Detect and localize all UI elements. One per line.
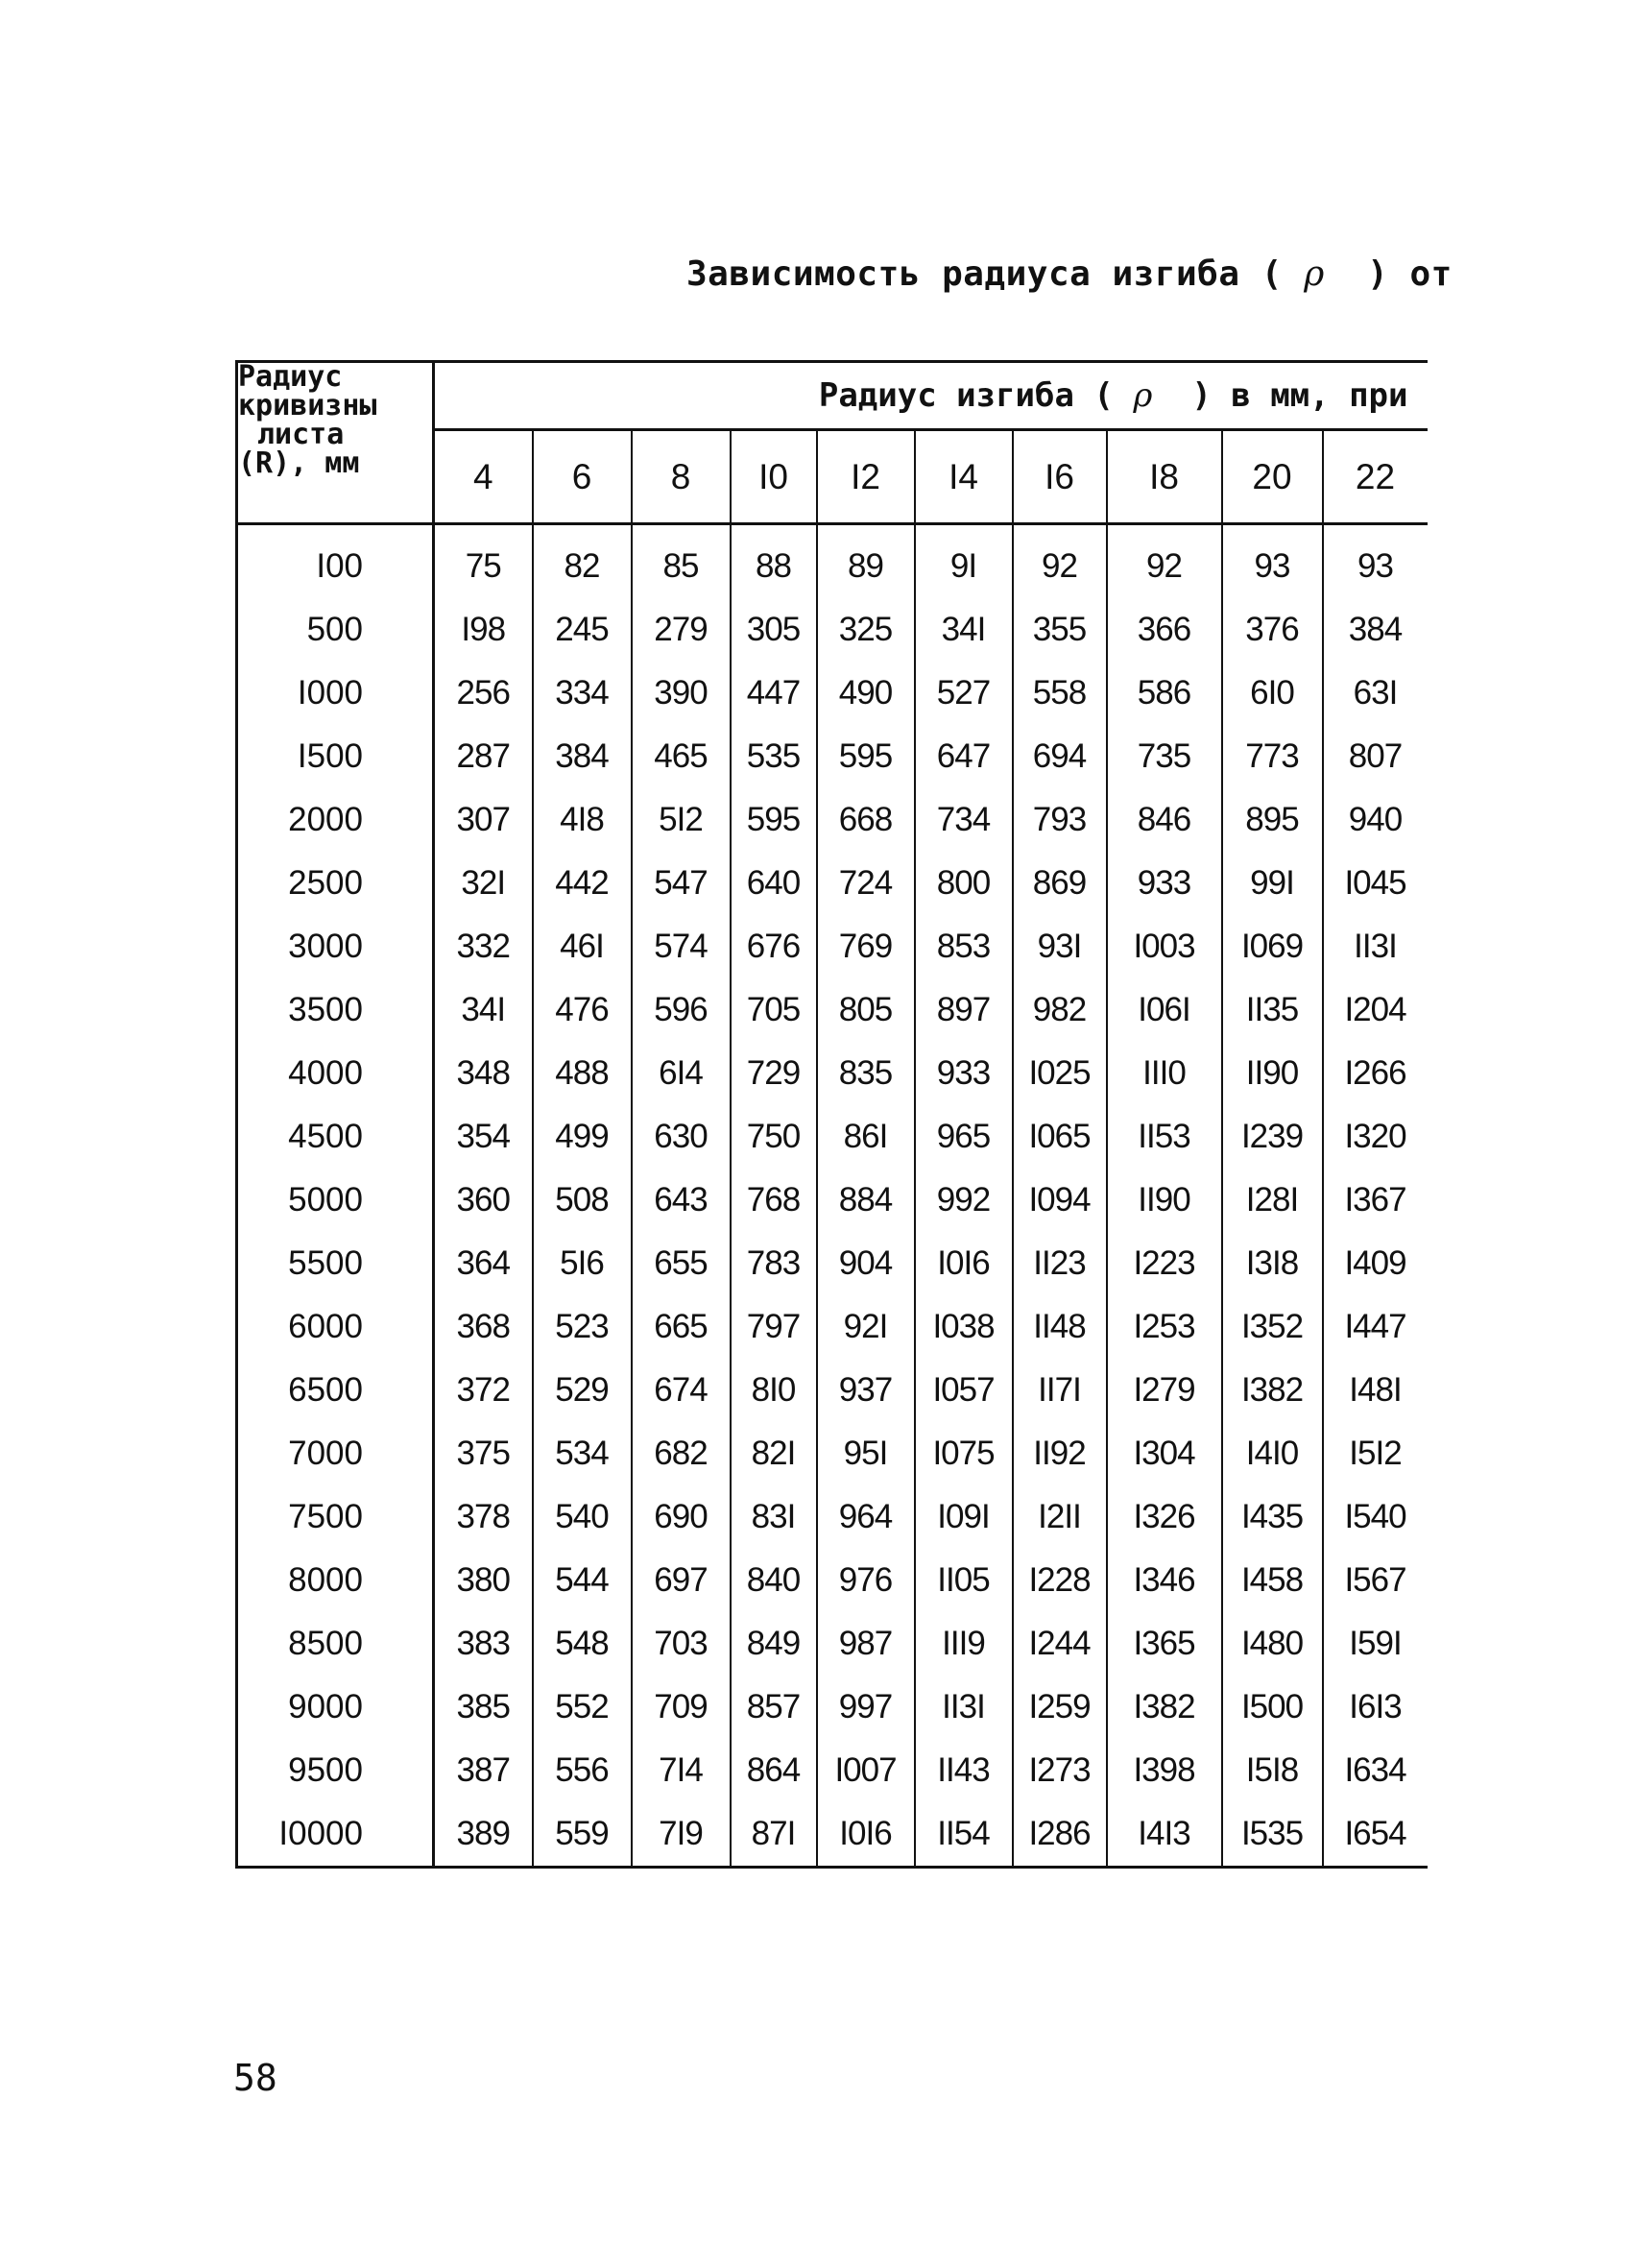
page-number: 58 (233, 2057, 277, 2099)
table-row (237, 662, 1428, 725)
value-cell: I4I0 (1222, 1422, 1323, 1485)
table-row (237, 1232, 1428, 1295)
column-header: 4 (434, 430, 533, 524)
value-cell: 869 (1013, 852, 1107, 915)
column-header: 22 (1323, 430, 1428, 524)
value-cell: 34I (915, 598, 1013, 662)
value-cell: 800 (915, 852, 1013, 915)
value-cell: 694 (1013, 725, 1107, 788)
value-cell: 523 (533, 1295, 632, 1359)
value-cell: 703 (632, 1612, 731, 1676)
value-cell: 354 (434, 1105, 533, 1169)
value-cell: 849 (731, 1612, 817, 1676)
value-cell: I567 (1344, 1561, 1406, 1599)
value-cell: I239 (1222, 1105, 1323, 1169)
value-cell: 535 (731, 725, 817, 788)
row-label-cell: 9500 (237, 1739, 434, 1802)
value-cell: I326 (1107, 1485, 1222, 1549)
value-cell: I038 (915, 1295, 1013, 1359)
value-cell: I266 (1344, 1054, 1406, 1092)
table-row (237, 1676, 1428, 1739)
column-header: I2 (817, 430, 915, 524)
column-header: 20 (1222, 430, 1323, 524)
value-cell: I09I (915, 1485, 1013, 1549)
value-cell: 384 (533, 725, 632, 788)
value-cell: I094 (1013, 1169, 1107, 1232)
column-header: I6 (1013, 430, 1107, 524)
value-cell: II3I (1354, 928, 1397, 965)
value-cell: 368 (434, 1295, 533, 1359)
row-label-cell: I500 (237, 725, 434, 788)
value-cell: 835 (817, 1042, 915, 1105)
value-cell: 82 (533, 524, 632, 599)
table-row (237, 1739, 1428, 1802)
table-row (237, 1612, 1428, 1676)
table-row (237, 852, 1428, 915)
value-cell: 805 (817, 978, 915, 1042)
value-cell: I0I6 (817, 1802, 915, 1868)
value-cell: 857 (731, 1676, 817, 1739)
value-cell: I025 (1013, 1042, 1107, 1105)
value-cell: 647 (915, 725, 1013, 788)
value-cell: 488 (533, 1042, 632, 1105)
value-cell: I304 (1107, 1422, 1222, 1485)
value-cell: 508 (533, 1169, 632, 1232)
value-cell: 389 (434, 1802, 533, 1868)
value-cell: 596 (632, 978, 731, 1042)
value-cell: 5I2 (632, 788, 731, 852)
value-cell: I003 (1107, 915, 1222, 978)
value-cell: 729 (731, 1042, 817, 1105)
row-label-cell: I000 (237, 662, 434, 725)
row-label-cell: 4500 (237, 1105, 434, 1169)
value-cell: 544 (533, 1549, 632, 1612)
row-label-cell: 2500 (237, 852, 434, 915)
rho-symbol: ρ (1304, 254, 1325, 294)
value-cell: 897 (915, 978, 1013, 1042)
row-label-cell: 7000 (237, 1422, 434, 1485)
value-cell: II92 (1013, 1422, 1107, 1485)
table-row (237, 1485, 1428, 1549)
value-cell: I28I (1222, 1169, 1323, 1232)
value-cell: 465 (632, 725, 731, 788)
value-cell: 933 (1107, 852, 1222, 915)
value-cell: I253 (1107, 1295, 1222, 1359)
row-header-line: листа (257, 418, 345, 451)
value-cell: I500 (1222, 1676, 1323, 1739)
value-cell: 334 (533, 662, 632, 725)
table-row (237, 598, 1428, 662)
value-cell: 360 (434, 1169, 533, 1232)
value-cell: 442 (533, 852, 632, 915)
rho-symbol: ρ (1133, 376, 1153, 415)
value-cell: 92 (1107, 524, 1222, 599)
value-cell: 987 (817, 1612, 915, 1676)
value-cell: I320 (1344, 1118, 1406, 1155)
value-cell: 773 (1222, 725, 1323, 788)
table-row (237, 725, 1428, 788)
row-label-cell: 8000 (237, 1549, 434, 1612)
value-cell: 6I4 (632, 1042, 731, 1105)
table-row (237, 1042, 1428, 1105)
column-header: I8 (1107, 430, 1222, 524)
value-cell: I007 (817, 1739, 915, 1802)
value-cell: 92 (1013, 524, 1107, 599)
value-cell: 933 (915, 1042, 1013, 1105)
value-cell: 793 (1013, 788, 1107, 852)
value-cell: 279 (632, 598, 731, 662)
value-cell: 387 (434, 1739, 533, 1802)
value-cell: I540 (1344, 1498, 1406, 1535)
value-cell: I382 (1222, 1359, 1323, 1422)
value-cell: I228 (1013, 1549, 1107, 1612)
row-label-cell: 4000 (237, 1042, 434, 1105)
value-cell: 734 (915, 788, 1013, 852)
value-cell: I069 (1222, 915, 1323, 978)
value-cell: I2II (1013, 1485, 1107, 1549)
row-label-cell: 6500 (237, 1359, 434, 1422)
value-cell: II54 (915, 1802, 1013, 1868)
value-cell: 378 (434, 1485, 533, 1549)
value-cell: 674 (632, 1359, 731, 1422)
value-cell: 390 (632, 662, 731, 725)
value-cell: I244 (1013, 1612, 1107, 1676)
value-cell: II43 (915, 1739, 1013, 1802)
value-cell: 6I0 (1222, 662, 1323, 725)
value-cell: 325 (817, 598, 915, 662)
table-row (237, 1359, 1428, 1422)
value-cell: 595 (731, 788, 817, 852)
value-cell: 548 (533, 1612, 632, 1676)
value-cell: 34I (434, 978, 533, 1042)
value-cell: I4I3 (1107, 1802, 1222, 1868)
column-header: I4 (915, 430, 1013, 524)
value-cell: I273 (1013, 1739, 1107, 1802)
table-row (237, 524, 1428, 599)
value-cell: 529 (533, 1359, 632, 1422)
value-cell: 85 (632, 524, 731, 599)
value-cell: 95I (817, 1422, 915, 1485)
value-cell: 305 (731, 598, 817, 662)
value-cell: 93 (1222, 524, 1323, 599)
column-header: I0 (731, 430, 817, 524)
row-label-cell: 500 (237, 598, 434, 662)
table-row (237, 1169, 1428, 1232)
value-cell: I223 (1107, 1232, 1222, 1295)
value-cell: 540 (533, 1485, 632, 1549)
value-cell: I398 (1107, 1739, 1222, 1802)
value-cell: 88 (731, 524, 817, 599)
table-row (237, 915, 1428, 978)
value-cell: 383 (434, 1612, 533, 1676)
value-cell: 840 (731, 1549, 817, 1612)
value-cell: 992 (915, 1169, 1013, 1232)
table-row (237, 788, 1428, 852)
value-cell: 940 (1348, 801, 1403, 838)
table-row (237, 1295, 1428, 1359)
value-cell: 93 (1357, 547, 1393, 585)
table-caption (686, 254, 1453, 294)
value-cell: I204 (1344, 991, 1406, 1028)
value-cell: I045 (1344, 864, 1406, 902)
row-label-cell: 3500 (237, 978, 434, 1042)
value-cell: II90 (1107, 1169, 1222, 1232)
value-cell: I3I8 (1222, 1232, 1323, 1295)
value-cell: 82I (731, 1422, 817, 1485)
value-cell: 853 (915, 915, 1013, 978)
value-cell: 527 (915, 662, 1013, 725)
row-header-line: Радиус (238, 360, 343, 394)
value-cell: 5I6 (533, 1232, 632, 1295)
value-cell: 586 (1107, 662, 1222, 725)
table-row (237, 1802, 1428, 1868)
value-cell: 574 (632, 915, 731, 978)
row-label-cell: I00 (237, 524, 434, 599)
value-cell: 676 (731, 915, 817, 978)
value-cell: II05 (915, 1549, 1013, 1612)
value-cell: 447 (731, 662, 817, 725)
value-cell: 976 (817, 1549, 915, 1612)
value-cell: 287 (434, 725, 533, 788)
value-cell: 32I (434, 852, 533, 915)
value-cell: 965 (915, 1105, 1013, 1169)
value-cell: 63I (1353, 674, 1398, 712)
value-cell: 964 (817, 1485, 915, 1549)
value-cell: 884 (817, 1169, 915, 1232)
value-cell: I458 (1222, 1549, 1323, 1612)
value-cell: 846 (1107, 788, 1222, 852)
value-cell: I535 (1222, 1802, 1323, 1868)
value-cell: I447 (1344, 1308, 1406, 1345)
value-cell: 332 (434, 915, 533, 978)
row-label-cell: 7500 (237, 1485, 434, 1549)
value-cell: I5I8 (1222, 1739, 1323, 1802)
value-cell: 92I (817, 1295, 915, 1359)
value-cell: 690 (632, 1485, 731, 1549)
column-header: 8 (632, 430, 731, 524)
value-cell: 86I (817, 1105, 915, 1169)
value-cell: I279 (1107, 1359, 1222, 1422)
value-cell: I59I (1349, 1625, 1402, 1662)
value-cell: 559 (533, 1802, 632, 1868)
value-cell: 558 (1013, 662, 1107, 725)
value-cell: 256 (434, 662, 533, 725)
value-cell: 724 (817, 852, 915, 915)
value-cell: 348 (434, 1042, 533, 1105)
value-cell: I0I6 (915, 1232, 1013, 1295)
value-cell: III9 (915, 1612, 1013, 1676)
value-cell: 665 (632, 1295, 731, 1359)
table-body (237, 524, 1428, 1868)
value-cell: 476 (533, 978, 632, 1042)
value-cell: I06I (1107, 978, 1222, 1042)
table-row (237, 1549, 1428, 1612)
value-cell: 46I (533, 915, 632, 978)
value-cell: 595 (817, 725, 915, 788)
value-cell: III0 (1107, 1042, 1222, 1105)
value-cell: II53 (1107, 1105, 1222, 1169)
value-cell: 668 (817, 788, 915, 852)
value-cell: 630 (632, 1105, 731, 1169)
value-cell: I346 (1107, 1549, 1222, 1612)
value-cell: 380 (434, 1549, 533, 1612)
value-cell: I065 (1013, 1105, 1107, 1169)
value-cell: 384 (1348, 611, 1403, 648)
value-cell: I382 (1107, 1676, 1222, 1739)
bend-radius-table (235, 360, 1428, 1869)
value-cell: I409 (1344, 1244, 1406, 1282)
value-cell: 807 (1348, 737, 1403, 775)
row-label-cell: I0000 (237, 1802, 434, 1868)
row-header-cell (237, 362, 434, 524)
value-cell: I286 (1013, 1802, 1107, 1868)
column-group-header (434, 362, 1428, 430)
value-cell: 997 (817, 1676, 915, 1739)
value-cell: 709 (632, 1676, 731, 1739)
row-label-cell: 8500 (237, 1612, 434, 1676)
value-cell: 7I4 (632, 1739, 731, 1802)
row-label-cell: 6000 (237, 1295, 434, 1359)
value-cell: II7I (1013, 1359, 1107, 1422)
table-row (237, 1105, 1428, 1169)
row-label-cell: 2000 (237, 788, 434, 852)
value-cell: 490 (817, 662, 915, 725)
value-cell: 982 (1013, 978, 1107, 1042)
table-row (237, 978, 1428, 1042)
value-cell: 4I8 (533, 788, 632, 852)
value-cell: I634 (1344, 1751, 1406, 1789)
value-cell: II90 (1222, 1042, 1323, 1105)
value-cell: 372 (434, 1359, 533, 1422)
value-cell: 366 (1107, 598, 1222, 662)
row-header-line: кривизны (238, 389, 377, 422)
row-label-cell: 3000 (237, 915, 434, 978)
value-cell: 7I9 (632, 1802, 731, 1868)
value-cell: I5I2 (1349, 1435, 1402, 1472)
value-cell: 75 (434, 524, 533, 599)
value-cell: 769 (817, 915, 915, 978)
value-cell: I365 (1107, 1612, 1222, 1676)
value-cell: 750 (731, 1105, 817, 1169)
value-cell: 385 (434, 1676, 533, 1739)
value-cell: 864 (731, 1739, 817, 1802)
value-cell: 364 (434, 1232, 533, 1295)
value-cell: 99I (1222, 852, 1323, 915)
value-cell: I075 (915, 1422, 1013, 1485)
value-cell: I435 (1222, 1485, 1323, 1549)
value-cell: 705 (731, 978, 817, 1042)
value-cell: II35 (1222, 978, 1323, 1042)
value-cell: 655 (632, 1232, 731, 1295)
value-cell: 783 (731, 1232, 817, 1295)
value-cell: 768 (731, 1169, 817, 1232)
value-cell: 93I (1013, 915, 1107, 978)
value-cell: 697 (632, 1549, 731, 1612)
value-cell: 355 (1013, 598, 1107, 662)
value-cell: I654 (1323, 1802, 1428, 1868)
value-cell: 9I (915, 524, 1013, 599)
table-row (237, 1422, 1428, 1485)
value-cell: 937 (817, 1359, 915, 1422)
value-cell: 83I (731, 1485, 817, 1549)
group-header-text-after: ) в мм, при (1191, 376, 1408, 415)
value-cell: 8I0 (731, 1359, 817, 1422)
value-cell: 797 (731, 1295, 817, 1359)
value-cell: II23 (1013, 1232, 1107, 1295)
value-cell: 89 (817, 524, 915, 599)
value-cell: II48 (1013, 1295, 1107, 1359)
value-cell: 904 (817, 1232, 915, 1295)
value-cell: I259 (1013, 1676, 1107, 1739)
value-cell: I98 (434, 598, 533, 662)
value-cell: 556 (533, 1739, 632, 1802)
value-cell: I48I (1349, 1371, 1402, 1409)
value-cell: 547 (632, 852, 731, 915)
value-cell: II3I (915, 1676, 1013, 1739)
value-cell: I352 (1222, 1295, 1323, 1359)
row-label-cell: 5000 (237, 1169, 434, 1232)
group-header-text-before: Радиус изгиба ( (818, 376, 1114, 415)
value-cell: 895 (1222, 788, 1323, 852)
row-label-cell: 5500 (237, 1232, 434, 1295)
value-cell: 682 (632, 1422, 731, 1485)
value-cell: 376 (1222, 598, 1323, 662)
value-cell: 375 (434, 1422, 533, 1485)
caption-text-before: Зависимость радиуса изгиба ( (686, 254, 1283, 294)
value-cell: 735 (1107, 725, 1222, 788)
value-cell: I6I3 (1349, 1688, 1402, 1725)
row-label-cell: 9000 (237, 1676, 434, 1739)
value-cell: 552 (533, 1676, 632, 1739)
value-cell: 534 (533, 1422, 632, 1485)
column-header: 6 (533, 430, 632, 524)
value-cell: 643 (632, 1169, 731, 1232)
value-cell: 87I (731, 1802, 817, 1868)
value-cell: 640 (731, 852, 817, 915)
value-cell: I057 (915, 1359, 1013, 1422)
value-cell: I367 (1344, 1181, 1406, 1218)
value-cell: 245 (533, 598, 632, 662)
caption-text-after: ) от (1367, 254, 1453, 294)
value-cell: 499 (533, 1105, 632, 1169)
row-header-line: (R), мм (238, 446, 360, 480)
value-cell: 307 (434, 788, 533, 852)
value-cell: I480 (1222, 1612, 1323, 1676)
